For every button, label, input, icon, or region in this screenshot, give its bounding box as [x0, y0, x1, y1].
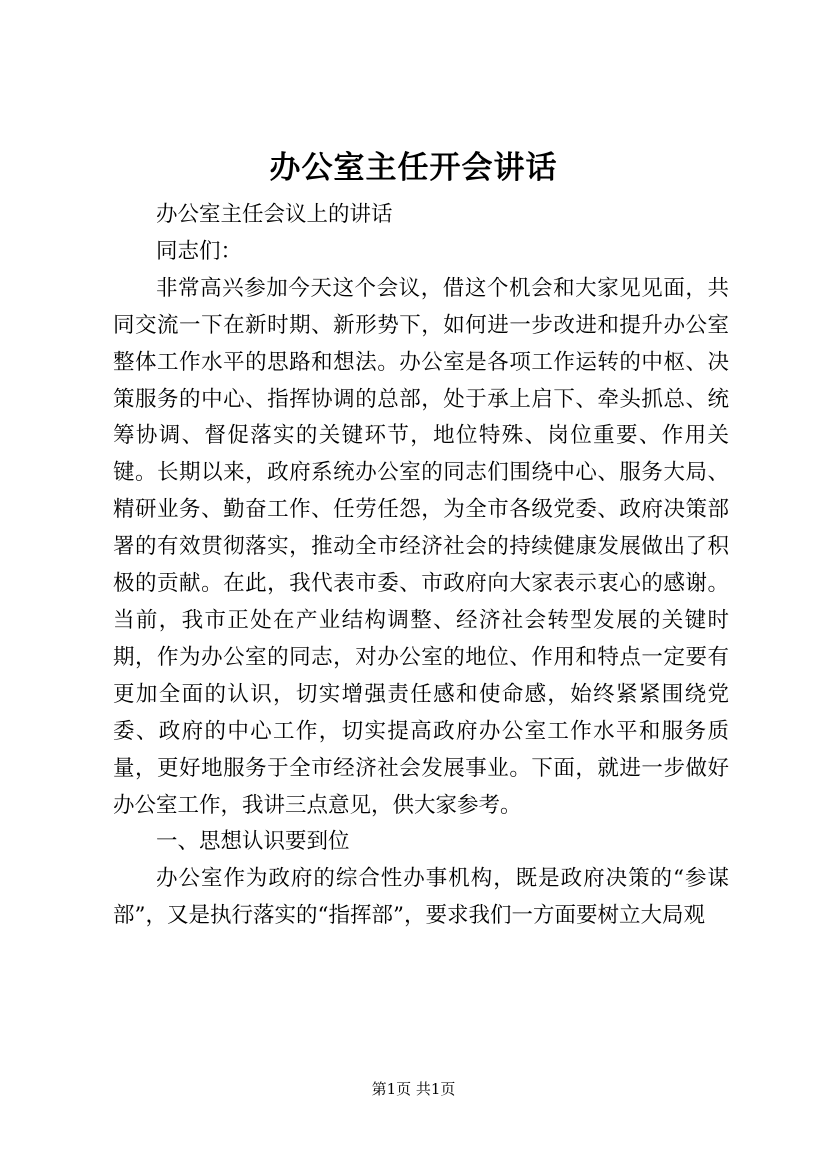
paragraph-subtitle: 办公室主任会议上的讲话: [156, 202, 393, 227]
document-title: 办公室主任开会讲话: [269, 150, 558, 186]
paragraph-main: 非常高兴参加今天这个会议，借这个机会和大家见见面，共同交流一下在新时期、新形势下，如何进一步改进和提升办公室整体工作水平的思路和想法。办公室是各项工作运转的中枢、决策服务的中心、指挥协调的总部，处于承上启下、牵头抓总、统筹协调、督促落实的关键环节，地位特殊、岗位重要、作用关键。长期以来，政府系统办公室的同志们围绕中心、服务大局、精研业务、勤奋工作、任劳任怨，为全市各级党委、政府决策部署的有效贯彻落实，推动全市经济社会的持续健康发展做出了积极的贡献。在此，我代表市委、市政府向大家表示衷心的感谢。当前，我市正处在产业结构调整、经济社会转型发展的关键时期，作为办公室的同志，对办公室的地位、作用和特点一定要有更加全面的认识，切实增强责任感和使命感，始终紧紧围绕党委、政府的中心工作，切实提高政府办公室工作水平和服务质量，更好地服务于全市经济社会发展事业。下面，就进一步做好办公室工作，我讲三点意见，供大家参考。: [113, 275, 729, 818]
paragraph-salutation: 同志们：: [156, 238, 243, 264]
document-body: [113, 197, 729, 935]
paragraph-section-text: 办公室作为政府的综合性办事机构，既是政府决策的“参谋部”，又是执行落实的“指挥部”，要求我们一方面要树立大局观: [113, 866, 729, 929]
paragraph-section-heading: 一、思想认识要到位: [156, 829, 350, 855]
page-footer: 第1页 共1页: [371, 1080, 456, 1098]
